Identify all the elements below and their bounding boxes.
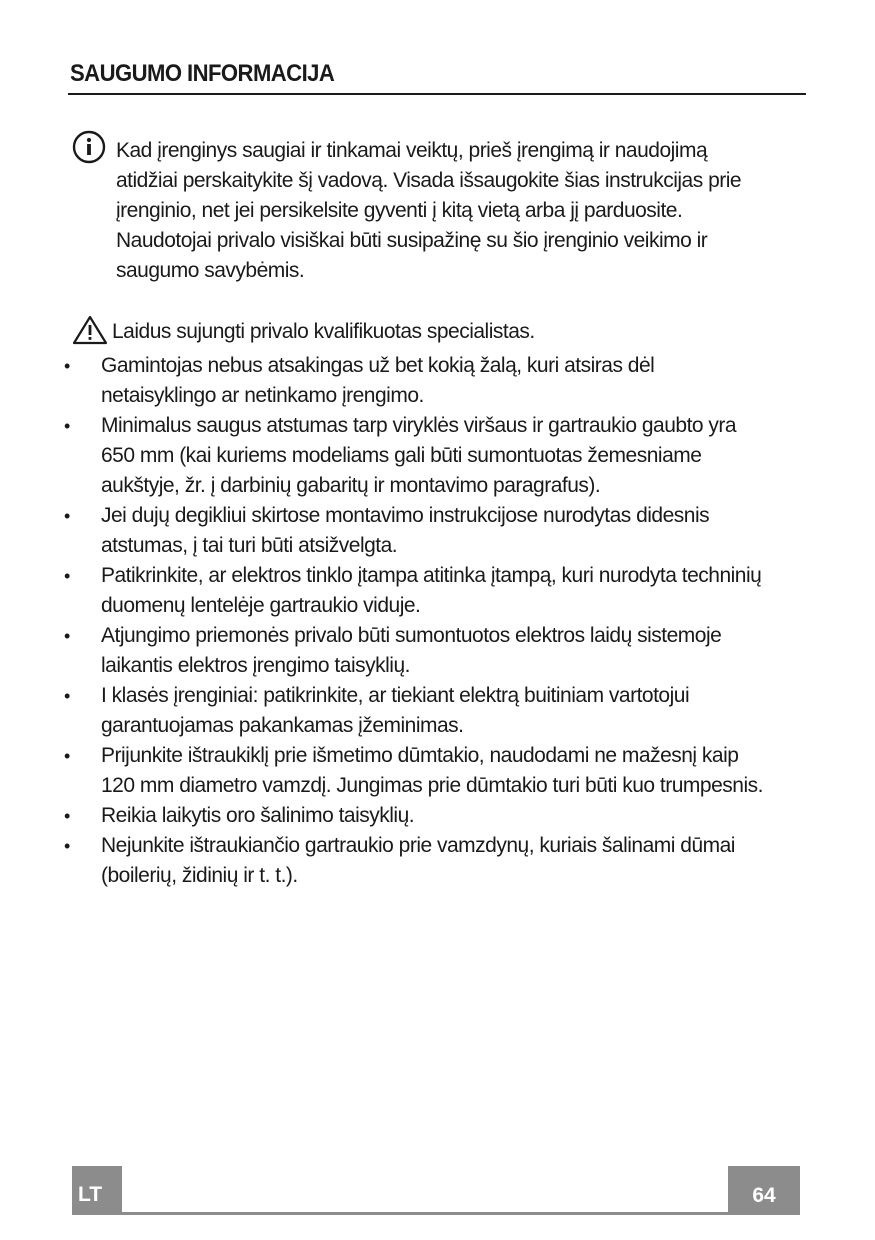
info-icon	[72, 130, 108, 164]
list-item	[62, 801, 807, 831]
list-item	[62, 621, 807, 681]
list-item-line: Atjungimo priemonės privalo būti sumontuotos elektros laidų sistemoje	[101, 624, 722, 647]
list-item-line: Nejunkite ištraukiančio gartraukio prie vamzdynų, kuriais šalinami dūmai	[101, 834, 735, 857]
list-item-line: Gamintojas nebus atsakingas už bet kokią žalą, kuri atsiras dėl	[101, 354, 655, 377]
page-number: 64	[728, 1166, 800, 1214]
bullet-icon: •	[64, 356, 70, 376]
list-item-line: (boilerių, židinių ir t. t.).	[101, 864, 298, 887]
list-item-line: 120 mm diametro vamzdį. Jungimas prie dūmtakio turi būti kuo trumpesnis.	[101, 774, 763, 797]
bullet-icon: •	[64, 416, 70, 436]
list-item-line: aukštyje, žr. į darbinių gabaritų ir montavimo paragrafus).	[101, 474, 601, 497]
list-item-line: netaisyklingo ar netinkamo įrengimo.	[101, 384, 424, 407]
list-item-line: laikantis elektros įrengimo taisyklių.	[101, 654, 410, 677]
bullet-icon: •	[64, 626, 70, 646]
intro-line: saugumo savybėmis.	[116, 259, 305, 282]
list-item	[62, 741, 807, 801]
bullet-icon: •	[64, 686, 70, 706]
list-item	[62, 501, 807, 561]
footer-divider	[72, 1212, 800, 1215]
bullet-icon: •	[64, 506, 70, 526]
bullet-icon: •	[64, 746, 70, 766]
list-item-line: Prijunkite ištraukiklį prie išmetimo dūmtakio, naudodami ne mažesnį kaip	[101, 744, 739, 767]
list-item-line: I klasės įrenginiai: patikrinkite, ar tiekiant elektrą buitiniam vartotojui	[101, 684, 690, 707]
list-item	[62, 561, 807, 621]
intro-line: Kad įrenginys saugiai ir tinkamai veiktų, prieš įrengimą ir naudojimą	[116, 139, 708, 162]
bullet-icon: •	[64, 806, 70, 826]
list-item-line: duomenų lentelėje gartraukio viduje.	[101, 594, 421, 617]
list-item-line: atstumas, į tai turi būti atsižvelgta.	[101, 534, 398, 557]
warning-icon	[72, 315, 108, 345]
list-item-line: 650 mm (kai kuriems modeliams gali būti sumontuotas žemesniame	[101, 444, 702, 467]
list-item	[62, 411, 807, 501]
list-item	[62, 831, 807, 891]
intro-line: Naudotojai privalo visiškai būti susipažinę su šio įrenginio veikimo ir	[116, 229, 708, 252]
bullet-icon: •	[64, 566, 70, 586]
bullet-icon: •	[64, 836, 70, 856]
list-item-line: Jei dujų degikliui skirtose montavimo instrukcijose nurodytas didesnis	[101, 504, 710, 527]
warning-text: Laidus sujungti privalo kvalifikuotas specialistas.	[112, 320, 535, 343]
list-item-line: Minimalus saugus atstumas tarp viryklės viršaus ir gartraukio gaubto yra	[101, 414, 737, 437]
list-item	[62, 351, 807, 411]
list-item-line: garantuojamas pakankamas įžeminimas.	[101, 714, 464, 737]
list-item	[62, 681, 807, 741]
safety-bullet-list	[62, 351, 807, 891]
list-item-line: Patikrinkite, ar elektros tinklo įtampa atitinka įtampą, kuri nurodyta techninių	[101, 564, 762, 587]
intro-line: įrenginio, net jei persikelsite gyventi į kitą vietą arba jį parduosite.	[116, 199, 683, 222]
title-divider	[68, 93, 806, 95]
page-title: SAUGUMO INFORMACIJA	[70, 60, 335, 87]
list-item-line: Reikia laikytis oro šalinimo taisyklių.	[101, 804, 415, 827]
intro-line: atidžiai perskaitykite šį vadovą. Visada išsaugokite šias instrukcijas prie	[116, 169, 742, 192]
language-badge: LT	[72, 1166, 122, 1214]
